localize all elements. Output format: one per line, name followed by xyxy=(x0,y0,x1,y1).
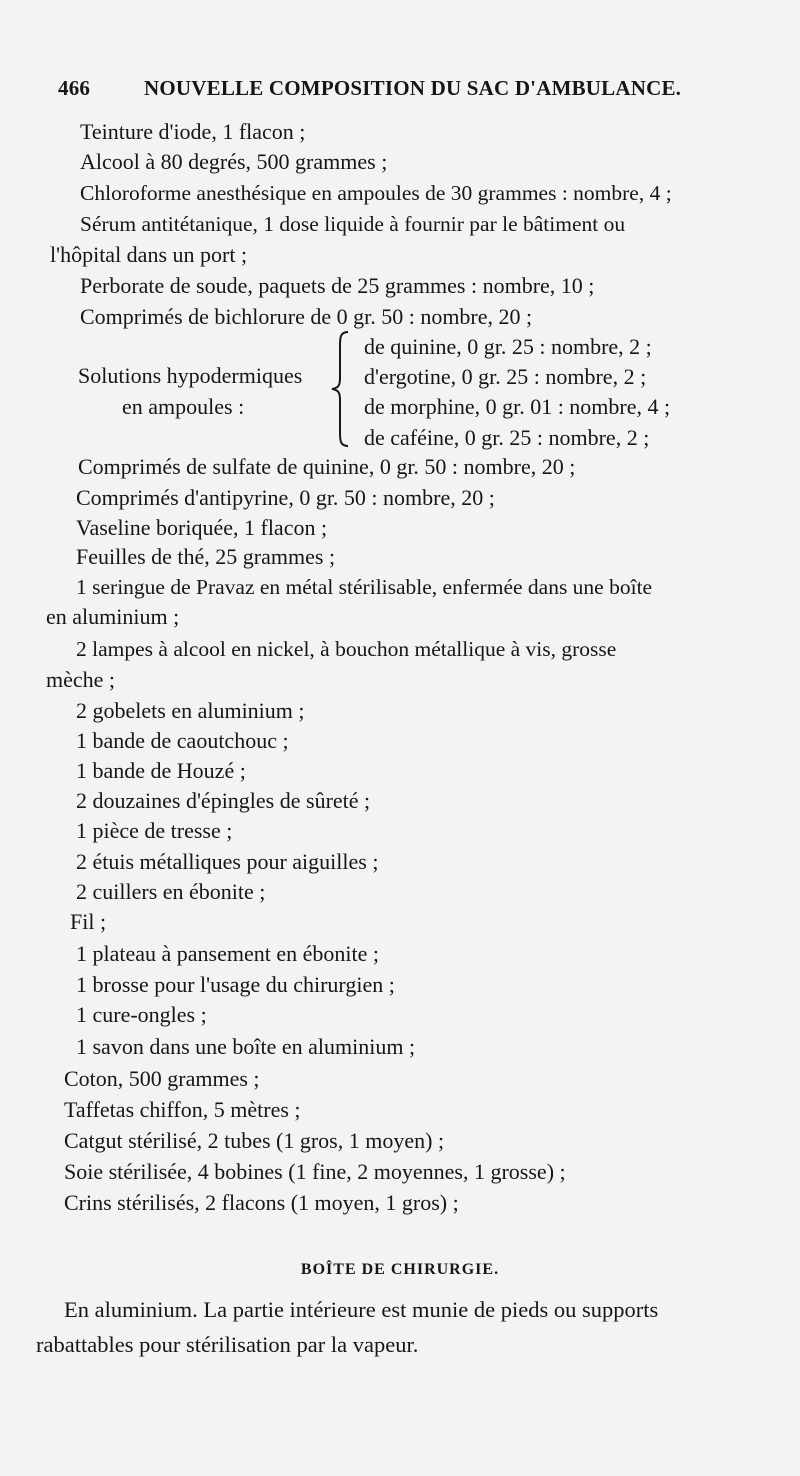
hypodermic-item: d'ergotine, 0 gr. 25 : nombre, 2 ; xyxy=(364,364,647,389)
section-paragraph: En aluminium. La partie intérieure est munie de pieds ou supports xyxy=(64,1297,659,1322)
section-title: BOÎTE DE CHIRURGIE. xyxy=(300,1261,500,1278)
list-item: Chloroforme anesthésique en ampoules de 30 grammes : nombre, 4 ; xyxy=(80,181,672,205)
list-item: Sérum antitétanique, 1 dose liquide à fournir par le bâtiment ou xyxy=(80,212,626,236)
list-item: Comprimés de bichlorure de 0 gr. 50 : nombre, 20 ; xyxy=(80,304,533,329)
list-item: 1 cure-ongles ; xyxy=(76,1002,207,1027)
list-item: Vaseline boriquée, 1 flacon ; xyxy=(76,515,328,540)
list-item: Perborate de soude, paquets de 25 grammes : nombre, 10 ; xyxy=(80,273,595,298)
list-item: 1 pièce de tresse ; xyxy=(76,818,233,843)
list-item: Teinture d'iode, 1 flacon ; xyxy=(80,119,306,144)
page-number: 466 xyxy=(58,76,91,100)
list-item: Taffetas chiffon, 5 mètres ; xyxy=(64,1097,301,1122)
hypodermic-item: de quinine, 0 gr. 25 : nombre, 2 ; xyxy=(364,334,652,359)
list-item: 2 douzaines d'épingles de sûreté ; xyxy=(76,788,371,813)
list-item: Alcool à 80 degrés, 500 grammes ; xyxy=(80,149,388,174)
running-title: NOUVELLE COMPOSITION DU SAC D'AMBULANCE. xyxy=(144,76,682,100)
list-item-continuation: en aluminium ; xyxy=(46,604,180,629)
page-header xyxy=(58,76,748,106)
list-item: 2 lampes à alcool en nickel, à bouchon métallique à vis, grosse xyxy=(76,637,617,661)
list-item: Crins stérilisés, 2 flacons (1 moyen, 1 gros) ; xyxy=(64,1190,459,1215)
hypodermic-item: de caféine, 0 gr. 25 : nombre, 2 ; xyxy=(364,425,650,450)
list-item-continuation: l'hôpital dans un port ; xyxy=(50,242,248,267)
list-item: 1 brosse pour l'usage du chirurgien ; xyxy=(76,972,395,997)
hypodermic-label: en ampoules : xyxy=(122,394,245,419)
list-item: Comprimés de sulfate de quinine, 0 gr. 50 : nombre, 20 ; xyxy=(78,454,576,479)
list-item: 2 gobelets en aluminium ; xyxy=(76,698,305,723)
list-item: 1 bande de Houzé ; xyxy=(76,758,246,783)
list-item: Fil ; xyxy=(70,909,107,934)
list-item: Soie stérilisée, 4 bobines (1 fine, 2 moyennes, 1 grosse) ; xyxy=(64,1159,566,1184)
list-item: Catgut stérilisé, 2 tubes (1 gros, 1 moyen) ; xyxy=(64,1128,445,1153)
list-item-continuation: mèche ; xyxy=(46,667,116,692)
list-item: Feuilles de thé, 25 grammes ; xyxy=(76,544,336,569)
list-item: 2 étuis métalliques pour aiguilles ; xyxy=(76,849,379,874)
list-item: 1 plateau à pansement en ébonite ; xyxy=(76,941,379,966)
hypodermic-item: de morphine, 0 gr. 01 : nombre, 4 ; xyxy=(364,394,671,419)
curly-brace-icon xyxy=(328,330,352,448)
list-item: Comprimés d'antipyrine, 0 gr. 50 : nombre, 20 ; xyxy=(76,485,495,510)
list-item: Coton, 500 grammes ; xyxy=(64,1066,260,1091)
section-paragraph-continuation: rabattables pour stérilisation par la vapeur. xyxy=(36,1332,419,1357)
list-item: 2 cuillers en ébonite ; xyxy=(76,879,266,904)
hypodermic-label: Solutions hypodermiques xyxy=(78,363,303,388)
list-item: 1 bande de caoutchouc ; xyxy=(76,728,289,753)
list-item: 1 savon dans une boîte en aluminium ; xyxy=(76,1034,416,1059)
list-item: 1 seringue de Pravaz en métal stérilisable, enfermée dans une boîte xyxy=(76,575,653,599)
